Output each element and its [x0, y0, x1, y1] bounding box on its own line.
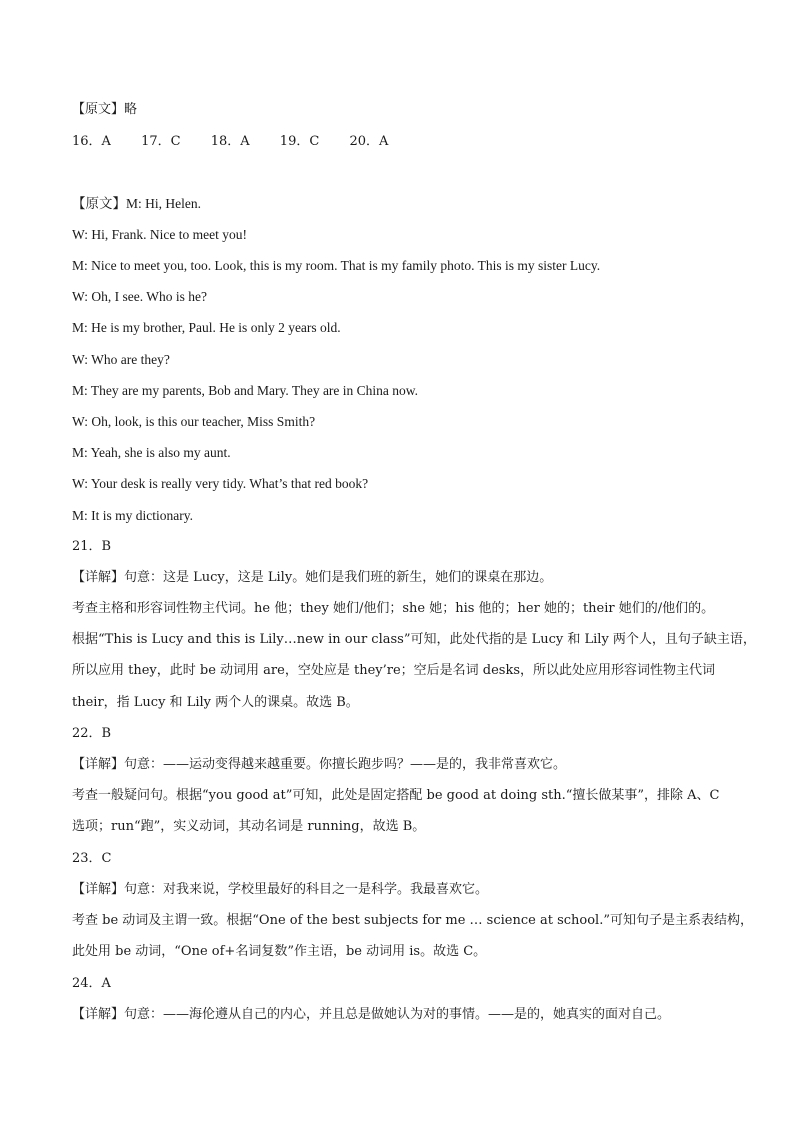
explanation-line: 根据“This is Lucy and this is Lily…new in our class”可知，此处代指的是 Lucy 和 Lily 两个人，且句子缺主语，: [72, 632, 756, 647]
transcript-line: M: Nice to meet you, too. Look, this is my room. That is my family photo. This is my sister Lucy.: [72, 258, 601, 273]
explanation-line: 【详解】句意：这是 Lucy，这是 Lily。她们是我们班的新生，她们的课桌在那边。: [72, 570, 553, 585]
explanation-line: 所以应用 they，此时 be 动词用 are，空处应是 they’re；空后是名词 desks，所以此处应用形容词性物主代词: [72, 663, 716, 678]
explanation-line: 选项；run“跑”，实义动词，其动名词是 running，故选 B。: [72, 819, 426, 834]
answer-key-row: [72, 133, 734, 151]
explanation-line: 【详解】句意：对我来说，学校里最好的科目之一是科学。我最喜欢它。: [72, 882, 489, 897]
transcript-line: M: They are my parents, Bob and Mary. They are in China now.: [72, 383, 419, 398]
question-answer-24: 24．A: [72, 976, 111, 991]
answer-20: 20．A: [349, 134, 389, 149]
question-answer-22: 22．B: [72, 726, 112, 741]
transcript-line: 【原文】M: Hi, Helen.: [72, 196, 201, 211]
answer-16: 16．A: [72, 134, 111, 149]
explanation-line: 此处用 be 动词，“One of+名词复数”作主语，be 动词用 is。故选 C。: [72, 944, 487, 959]
answer-19: 19．C: [279, 134, 320, 149]
original-text-omitted: 【原文】略: [72, 102, 138, 117]
transcript-line: W: Your desk is really very tidy. What’s that red book?: [72, 476, 369, 491]
answer-18: 18．A: [210, 134, 250, 149]
explanation-line: their，指 Lucy 和 Lily 两个人的课桌。故选 B。: [72, 695, 359, 710]
transcript-line: W: Who are they?: [72, 352, 170, 367]
explanation-line: 考查一般疑问句。根据“you good at”可知，此处是固定搭配 be good at doing sth.“擅长做某事”，排除 A、C: [72, 788, 720, 803]
transcript-line: W: Hi, Frank. Nice to meet you!: [72, 227, 247, 242]
transcript-line: W: Oh, I see. Who is he?: [72, 289, 207, 304]
question-answer-21: 21．B: [72, 539, 112, 554]
explanation-line: 【详解】句意：——运动变得越来越重要。你擅长跑步吗？——是的，我非常喜欢它。: [72, 757, 567, 772]
question-answer-23: 23．C: [72, 851, 112, 866]
answer-17: 17．C: [141, 134, 181, 149]
transcript-line: M: It is my dictionary.: [72, 508, 193, 523]
explanation-line: 考查 be 动词及主谓一致。根据“One of the best subjects for me … science at school.”可知句子是主系表结构，: [72, 913, 753, 928]
explanation-line: 考查主格和形容词性物主代词。he 他；they 她们/他们；she 她；his 他的；her 她的；their 她们的/他们的。: [72, 601, 715, 616]
transcript-line: M: He is my brother, Paul. He is only 2 years old.: [72, 320, 341, 335]
explanation-line: 【详解】句意：——海伦遵从自己的内心，并且总是做她认为对的事情。——是的，她真实的面对自己。: [72, 1007, 671, 1022]
transcript-line: M: Yeah, she is also my aunt.: [72, 445, 231, 460]
transcript-line: W: Oh, look, is this our teacher, Miss Smith?: [72, 414, 316, 429]
